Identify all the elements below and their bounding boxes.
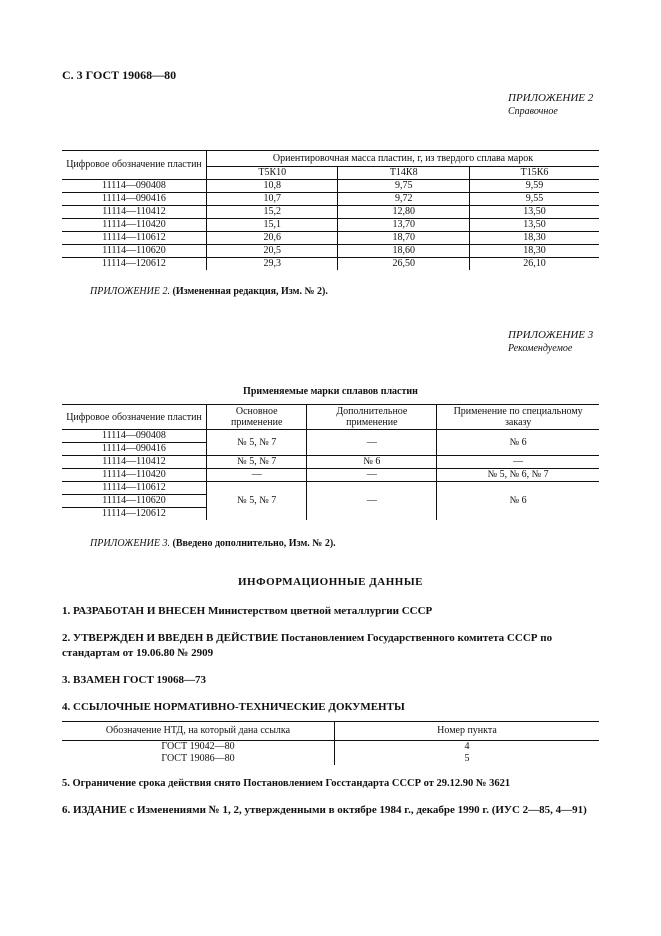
cell: 11114—090416	[62, 193, 207, 206]
cell: 11114—110420	[62, 219, 207, 232]
cell: 11114—110612	[62, 482, 207, 495]
cell: 11114—110620	[62, 245, 207, 258]
table-row	[62, 193, 599, 206]
reference-docs-table	[62, 721, 599, 765]
header-clause: Номер пункта	[335, 722, 600, 741]
table-row	[62, 456, 599, 469]
info-item-1: 1. РАЗРАБОТАН И ВНЕСЕН Министерством цветной металлургии СССР	[62, 605, 433, 617]
cell: № 6	[509, 495, 527, 506]
note-bold: (Введено дополнительно, Изм. № 2).	[172, 538, 336, 549]
cell: 11114—090408	[62, 430, 207, 443]
note-italic: ПРИЛОЖЕНИЕ 2.	[90, 286, 170, 297]
table-row	[62, 258, 599, 271]
plate-mass-table	[62, 150, 599, 270]
appendix2-sublabel: Справочное	[508, 106, 558, 117]
table-row	[62, 753, 599, 765]
page-header: С. 3 ГОСТ 19068—80	[62, 68, 177, 82]
table-row	[62, 741, 599, 754]
appendix3-caption: Применяемые марки сплавов пластин	[243, 386, 418, 397]
cell: 9,59	[469, 180, 599, 193]
cell: —	[307, 430, 437, 456]
header-code: Цифровое обозначение пластин	[62, 405, 207, 430]
cell: 4	[464, 741, 470, 752]
cell: 20,6	[207, 232, 338, 245]
subheader-t15k6: Т15К6	[469, 167, 599, 180]
cell: 11114—090408	[62, 180, 207, 193]
table-row	[62, 206, 599, 219]
cell: 18,70	[338, 232, 469, 245]
cell: 11114—110620	[62, 495, 207, 508]
note-italic: ПРИЛОЖЕНИЕ 3.	[90, 538, 170, 549]
cell: 13,50	[469, 206, 599, 219]
info-item-2: 2. УТВЕРЖДЕН И ВВЕДЕН В ДЕЙСТВИЕ Постановлением Государственного комитета СССР по стандартам от 19.06.80 № 2909	[62, 632, 553, 659]
note-bold: (Измененная редакция, Изм. № 2).	[172, 286, 328, 297]
appendix3-label: ПРИЛОЖЕНИЕ 3	[508, 329, 594, 341]
cell: ГОСТ 19042—80	[62, 741, 335, 754]
cell: 26,10	[523, 258, 546, 269]
cell: 13,70	[338, 219, 469, 232]
cell: № 6	[437, 430, 599, 456]
cell: 11114—120612	[62, 508, 207, 521]
cell: 11114—110420	[62, 469, 207, 482]
cell: —	[207, 469, 307, 482]
header-additional: Дополнительное применение	[307, 405, 437, 430]
cell: 11114—120612	[62, 258, 207, 271]
info-title: ИНФОРМАЦИОННЫЕ ДАННЫЕ	[237, 576, 424, 588]
cell: 11114—090416	[62, 443, 207, 456]
cell: 11114—110412	[62, 206, 207, 219]
cell: 26,50	[338, 258, 469, 271]
cell: 13,50	[469, 219, 599, 232]
cell: ГОСТ 19086—80	[62, 753, 335, 765]
cell: 10,7	[207, 193, 338, 206]
cell: 15,1	[207, 219, 338, 232]
cell: № 5, № 6, № 7	[437, 469, 599, 482]
info-item-4: 4. ССЫЛОЧНЫЕ НОРМАТИВНО-ТЕХНИЧЕСКИЕ ДОКУМЕНТЫ	[62, 701, 405, 713]
appendix2-label: ПРИЛОЖЕНИЕ 2	[508, 92, 594, 104]
cell: 18,60	[338, 245, 469, 258]
cell: 11114—110412	[62, 456, 207, 469]
info-item-3: 3. ВЗАМЕН ГОСТ 19068—73	[62, 674, 207, 686]
cell: 15,2	[207, 206, 338, 219]
cell: 9,72	[338, 193, 469, 206]
table-row	[62, 232, 599, 245]
subheader-t5k10: Т5К10	[207, 167, 338, 180]
cell: —	[307, 469, 437, 482]
header-ntd: Обозначение НТД, на который дана ссылка	[62, 722, 335, 741]
info-item-6: 6. ИЗДАНИЕ с Изменениями № 1, 2, утвержденными в октябре 1984 г., декабре 1990 г. (ИУС 2—85, 4—91)	[62, 804, 587, 816]
cell: 10,8	[207, 180, 338, 193]
header-main: Основное применение	[207, 405, 307, 430]
cell: 20,5	[207, 245, 338, 258]
cell: № 5, № 7	[207, 482, 307, 521]
group-header: Ориентировочная масса пластин, г, из твердого сплава марок	[207, 151, 600, 167]
subheader-t14k8: Т14К8	[338, 167, 469, 180]
cell: —	[307, 482, 437, 521]
table-row	[62, 245, 599, 258]
table-row	[62, 219, 599, 232]
cell: № 5, № 7	[207, 430, 307, 456]
cell: 11114—110612	[62, 232, 207, 245]
cell: 9,55	[469, 193, 599, 206]
alloy-grades-table	[62, 404, 599, 520]
cell: № 5, № 7	[207, 456, 307, 469]
table-row	[62, 430, 599, 443]
appendix2-note	[90, 286, 328, 297]
col1-header: Цифровое обозначение пластин	[62, 151, 207, 180]
cell: 5	[464, 753, 470, 764]
table-row	[62, 469, 599, 482]
info-item-5: 5. Ограничение срока действия снято Постановлением Госстандарта СССР от 29.12.90 № 3621	[62, 778, 511, 789]
cell: 18,30	[469, 232, 599, 245]
table-row	[62, 482, 599, 495]
appendix3-sublabel: Рекомендуемое	[508, 343, 573, 354]
table-row	[62, 180, 599, 193]
cell: —	[437, 456, 599, 469]
cell: 12,80	[338, 206, 469, 219]
cell: № 6	[307, 456, 437, 469]
appendix3-note	[90, 538, 336, 549]
cell: 29,3	[207, 258, 338, 271]
header-special: Применение по специальному заказу	[437, 405, 599, 430]
cell: 18,30	[469, 245, 599, 258]
cell: 9,75	[338, 180, 469, 193]
